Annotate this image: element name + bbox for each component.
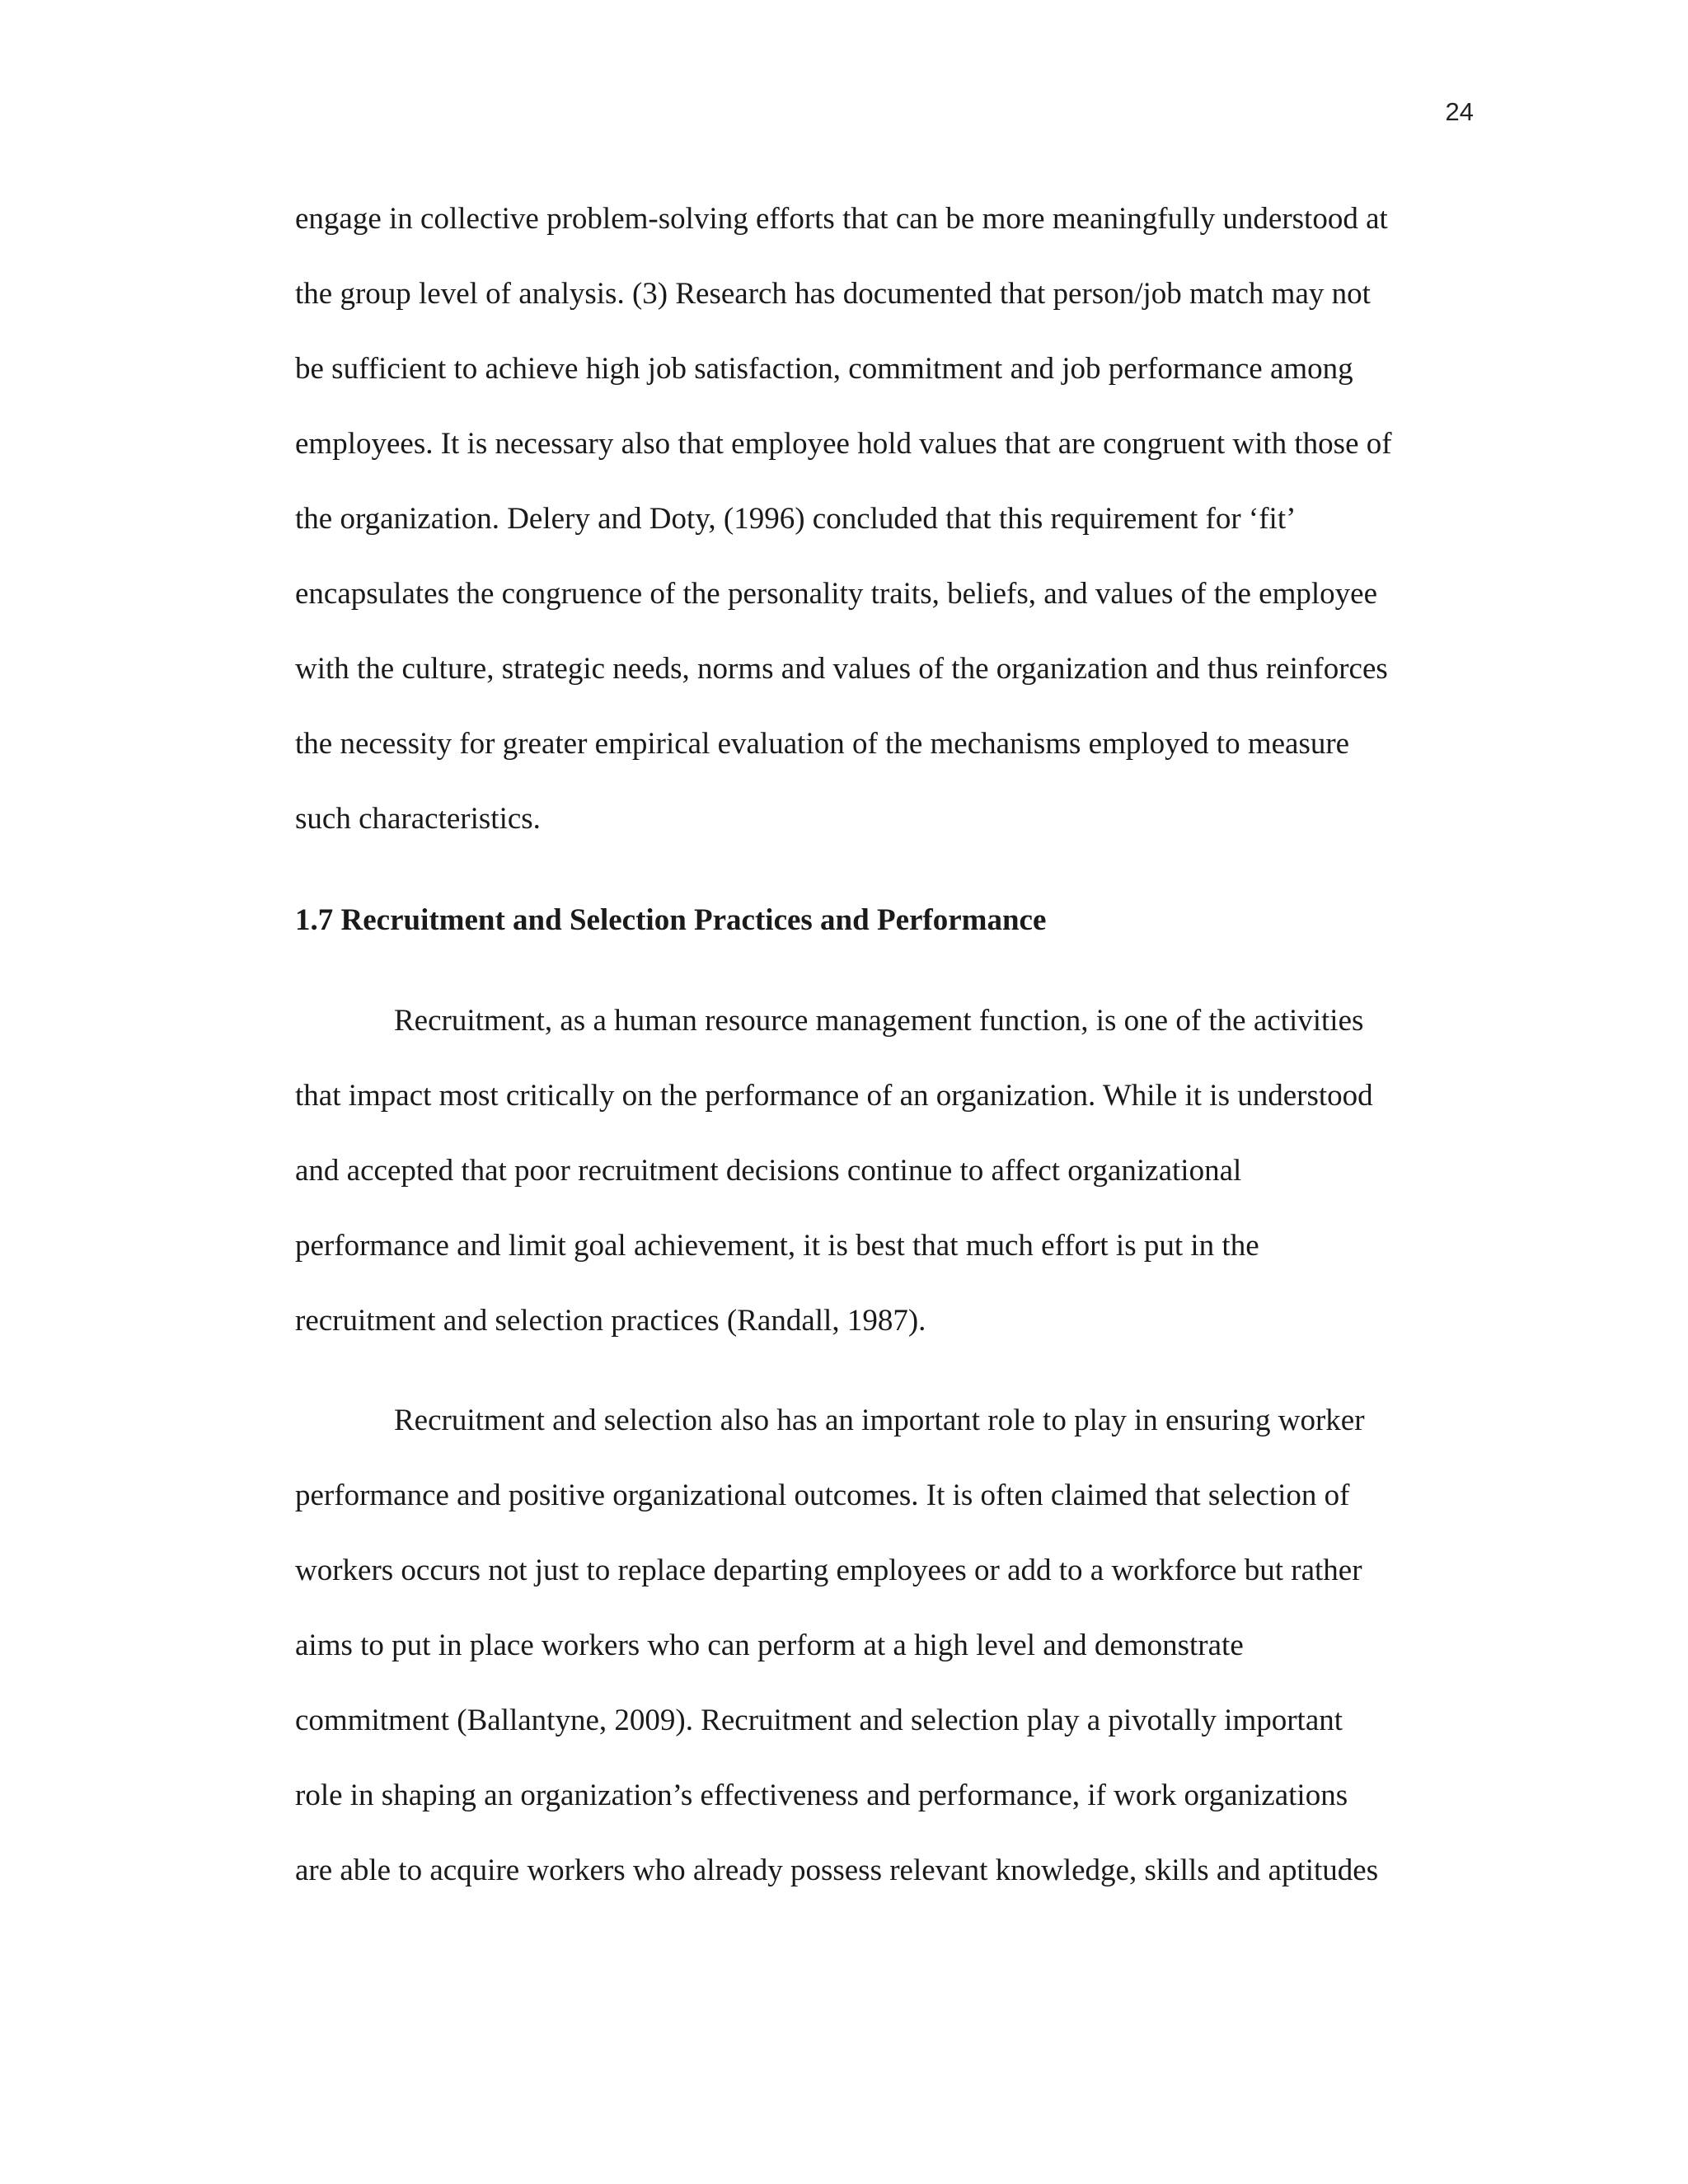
text-line: the group level of analysis. (3) Research has documented that person/job match may not [295, 277, 1371, 311]
section-heading: 1.7 Recruitment and Selection Practices and Performance [295, 903, 1047, 937]
text-line: Recruitment, as a human resource management function, is one of the activities [394, 1004, 1364, 1038]
text-line: be sufficient to achieve high job satisfaction, commitment and job performance among [295, 352, 1353, 386]
text-line: aims to put in place workers who can perform at a high level and demonstrate [295, 1629, 1244, 1662]
text-line: role in shaping an organization’s effectiveness and performance, if work organizations [295, 1779, 1348, 1812]
text-line: performance and positive organizational outcomes. It is often claimed that selection of [295, 1479, 1350, 1512]
text-line: with the culture, strategic needs, norms and values of the organization and thus reinforces [295, 652, 1388, 686]
text-line: such characteristics. [295, 802, 541, 836]
text-line: workers occurs not just to replace departing employees or add to a workforce but rather [295, 1554, 1362, 1587]
text-line: and accepted that poor recruitment decisions continue to affect organizational [295, 1154, 1242, 1188]
text-line: the necessity for greater empirical evaluation of the mechanisms employed to measure [295, 727, 1350, 761]
text-line: the organization. Delery and Doty, (1996) concluded that this requirement for ‘fit’ [295, 502, 1296, 536]
text-line: encapsulates the congruence of the personality traits, beliefs, and values of the employee [295, 577, 1378, 611]
text-line: that impact most critically on the performance of an organization. While it is understood [295, 1079, 1373, 1113]
text-line: performance and limit goal achievement, it is best that much effort is put in the [295, 1229, 1259, 1263]
text-line: are able to acquire workers who already possess relevant knowledge, skills and aptitudes [295, 1854, 1379, 1887]
text-line: employees. It is necessary also that employee hold values that are congruent with those of [295, 427, 1392, 461]
text-line: recruitment and selection practices (Randall, 1987). [295, 1304, 926, 1338]
page-number: 24 [1445, 97, 1474, 126]
text-line: commitment (Ballantyne, 2009). Recruitment and selection play a pivotally important [295, 1704, 1343, 1737]
text-line: Recruitment and selection also has an important role to play in ensuring worker [394, 1404, 1365, 1437]
text-line: engage in collective problem-solving efforts that can be more meaningfully understood at [295, 202, 1388, 236]
